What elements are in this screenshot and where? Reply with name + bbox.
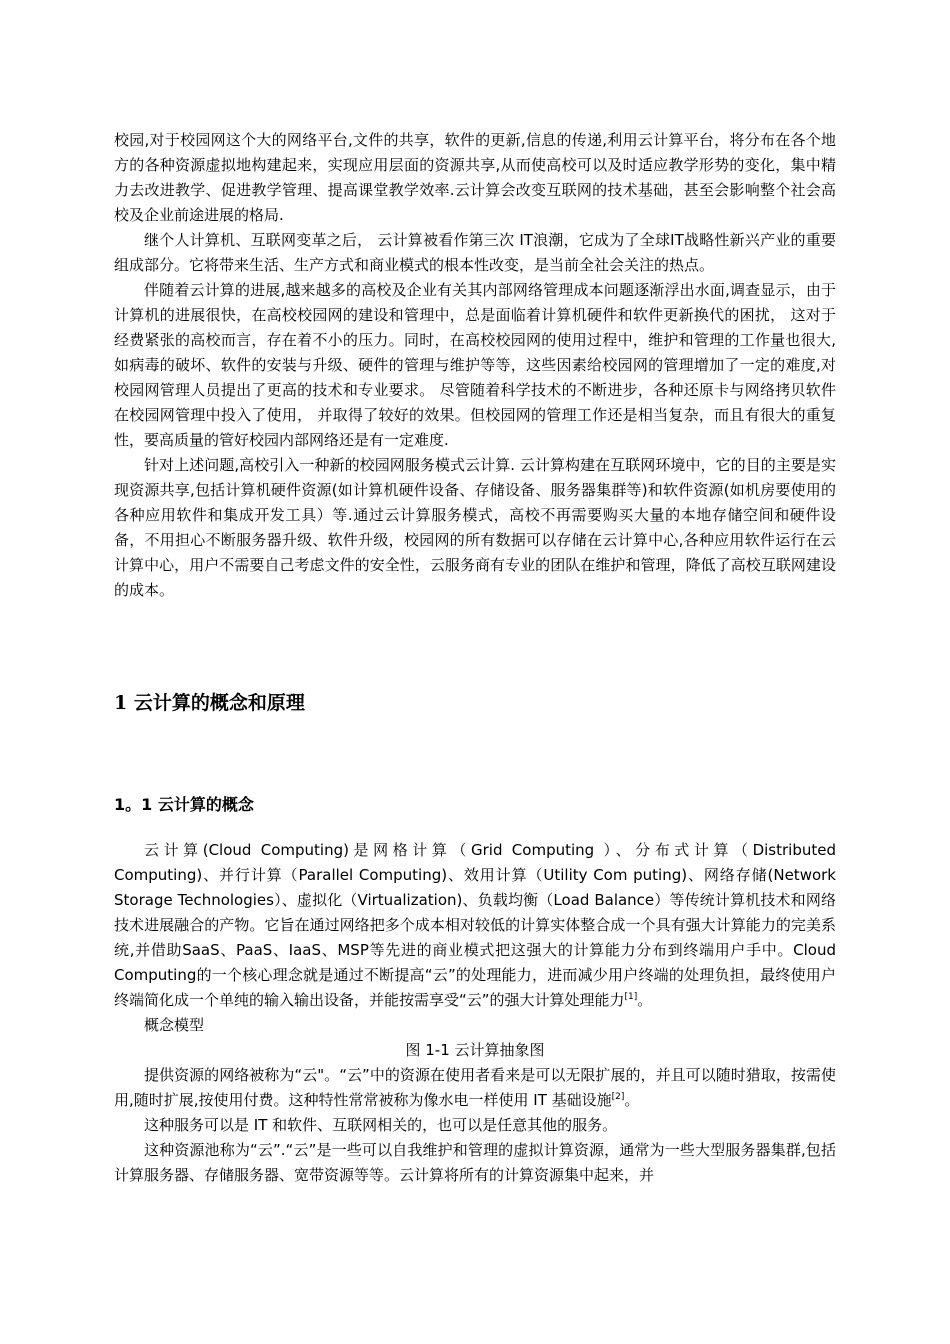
intro-paragraph-3: 伴随着云计算的进展,越来越多的高校及企业有关其内部网络管理成本问题逐渐浮出水面,调查显示，由于计算机的进展很快，在高校校园网的建设和管理中，总是面临着计算机硬件和软件更新换代的困扰， 这对于经费紧张的高校而言，存在着不小的压力。同时，在高校校园网的使用过程中，维护和管理的工作量也很大,如病毒的破坏、软件的安装与升级、硬件的管理与维护等等，这些因素给校园网的管理增加了一定的难度,对校园网管理人员提出了更高的技术和专业要求。 尽管随着科学技术的不断进步，各种还原卡与网络拷贝软件在校园网管理中投入了使用， 并取得了较好的效果。但校园网的管理工作还是相当复杂，而且有很大的重复性，要高质量的管好校园内部网络还是有一定难度. [114,281,836,449]
concept-end: 。 [637,991,653,1009]
citation-1: [1] [624,992,638,1002]
citation-2: [2] [611,1092,625,1102]
intro-paragraph-1: 校园,对于校园网这个大的网络平台,文件的共享，软件的更新,信息的传递,利用云计算平台，将分布在各个地方的各种资源虚拟地构建起来，实现应用层面的资源共享,从而使高校可以及时适应教学形势的变化，集中精力去改进教学、促进教学管理、提高课堂教学效率.云计算会改变互联网的技术基础，甚至会影响整个社会高校及企业前途进展的格局. [114,131,836,224]
concept-paragraph [114,838,836,1013]
section-title: 1 云计算的概念和原理 [114,692,305,714]
intro-paragraph-2: 继个人计算机、互联网变革之后， 云计算被看作第三次 IT浪潮，它成为了全球IT战略性新兴产业的重要组成部分。它将带来生活、生产方式和商业模式的根本性改变，是当前全社会关注的热点。 [114,231,836,274]
pool-paragraph: 这种资源池称为“云”.“云”是一些可以自我维护和管理的虚拟计算资源，通常为一些大型服务器集群,包括计算服务器、存储服务器、宽带资源等等。云计算将所有的计算资源集中起来，并 [114,1141,836,1184]
resource-paragraph [114,1063,836,1113]
resource-text: 提供资源的网络被称为“云"。“云”中的资源在使用者看来是可以无限扩展的，并且可以随时猎取，按需使用,随时扩展,按使用付费。这种特性常常被称为像水电一样使用 IT 基础设施 [114,1066,836,1109]
service-paragraph: 这种服务可以是 IT 和软件、互联网相关的，也可以是任意其他的服务。 [144,1116,618,1134]
model-label: 概念模型 [144,1016,205,1034]
resource-end: 。 [624,1091,640,1109]
concept-text: 云计算(Cloud Computing)是网格计算（Grid Computing ）、分布式计算（Distributed Computing)、并行计算（Parallel Computing)、效用计算（Utility Com puting)、网络存储(Network Storage Technologies）、虚拟化（Virtualization)、负载均衡（Load Balance）等传统计算机技术和网络技术进展融合的产物。它旨在通过网络把多个成本相对较低的计算实体整合成一个具有强大计算能力的完美系统,并借助SaaS、PaaS、IaaS、MSP等先进的商业模式把这强大的计算能力分布到终端用户手中。Cloud Computing的一个核心理念就是通过不断提高“云”的处理能力，进而减少用户终端的处理负担，最终使用户终端简化成一个单纯的输入输出设备，并能按需享受“云”的强大计算处理能力 [114,841,836,1009]
subsection-title: 1。1 云计算的概念 [114,795,254,814]
figure-caption: 图 1-1 云计算抽象图 [405,1041,545,1059]
intro-paragraph-4: 针对上述问题,高校引入一种新的校园网服务模式云计算. 云计算构建在互联网环境中，它的目的主要是实现资源共享,包括计算机硬件资源(如计算机硬件设备、存储设备、服务器集群等)和软件资源(如机房要使用的各种应用软件和集成开发工具）等.通过云计算服务模式，高校不再需要购买大量的本地存储空间和硬件设备，不用担心不断服务器升级、软件升级，校园网的所有数据可以存储在云计算中心,各种应用软件运行在云计算中心，用户不需要自己考虑文件的安全性，云服务商有专业的团队在维护和管理，降低了高校互联网建设的成本。 [114,456,836,599]
concept-section [114,838,836,1188]
intro-section [114,128,836,603]
